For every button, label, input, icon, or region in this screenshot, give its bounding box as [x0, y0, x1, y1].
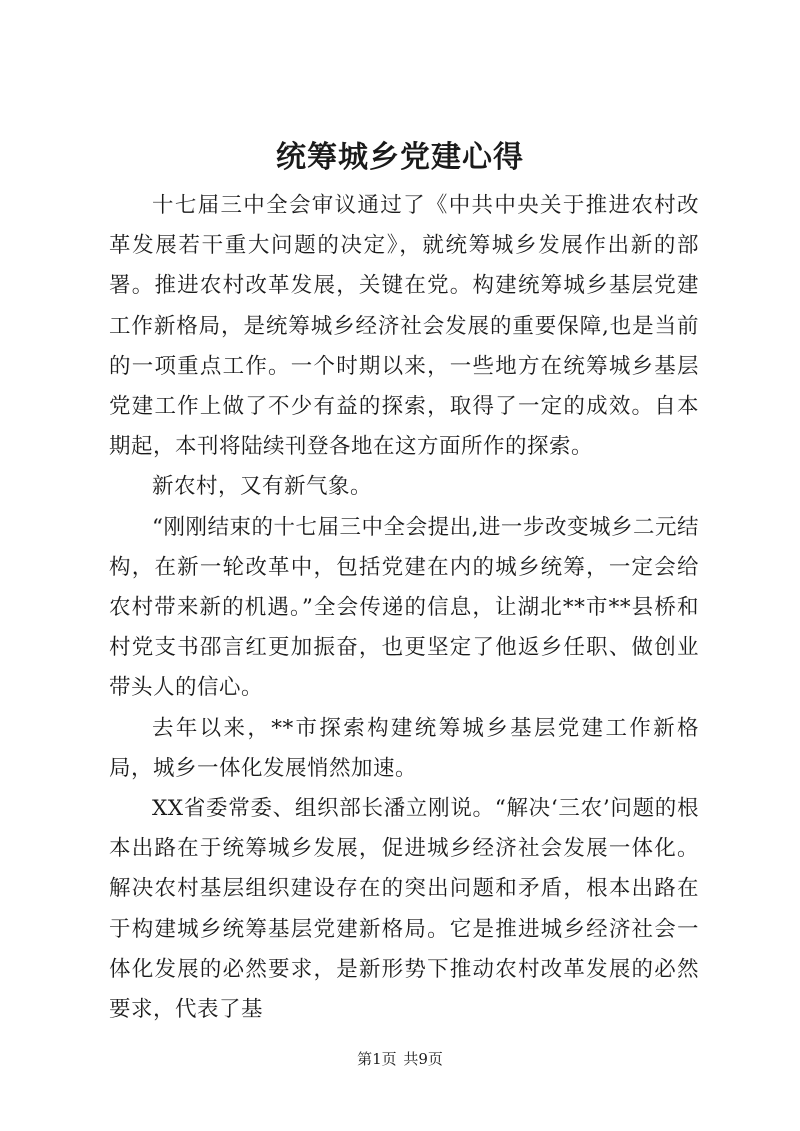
document-title: 统筹城乡党建心得	[276, 140, 524, 175]
page-number: 第1页	[357, 1050, 397, 1068]
page-total: 共9页	[403, 1050, 443, 1068]
paragraph-plenary-quote: “刚刚结束的十七届三中全会提出,进一步改变城乡二元结构，在新一轮改革中，包括党建在内的城乡统筹，一定会给农村带来新的机遇。”全会传递的信息，让湖北**市**县桥和村党支书邵言红更加振奋，也更坚定了他返乡任职、做创业带头人的信心。	[109, 514, 699, 701]
paragraph-new-village: 新农村，又有新气象。	[152, 474, 373, 500]
paragraph-city-exploration: 去年以来，**市探索构建统筹城乡基层党建工作新格局，城乡一体化发展悄然加速。	[109, 715, 699, 781]
paragraph-intro: 十七届三中全会审议通过了《中共中央关于推进农村改革发展若干重大问题的决定》，就统筹城乡发展作出新的部署。推进农村改革发展，关键在党。构建统筹城乡基层党建工作新格局，是统筹城乡经济社会发展的重要保障,也是当前的一项重点工作。一个时期以来，一些地方在统筹城乡基层党建工作上做了不少有益的探索，取得了一定的成效。自本期起，本刊将陆续刊登各地在这方面所作的探索。	[109, 193, 699, 460]
page-footer	[0, 1048, 800, 1070]
paragraph-minister-quote: XX省委常委、组织部长潘立刚说。“解决‘三农’问题的根本出路在于统筹城乡发展，促进城乡经济社会发展一体化。解决农村基层组织建设存在的突出问题和矛盾，根本出路在于构建城乡统筹基层党建新格局。它是推进城乡经济社会一体化发展的必然要求，是新形势下推动农村改革发展的必然要求，代表了基	[109, 796, 699, 1023]
document-body	[109, 186, 699, 1030]
